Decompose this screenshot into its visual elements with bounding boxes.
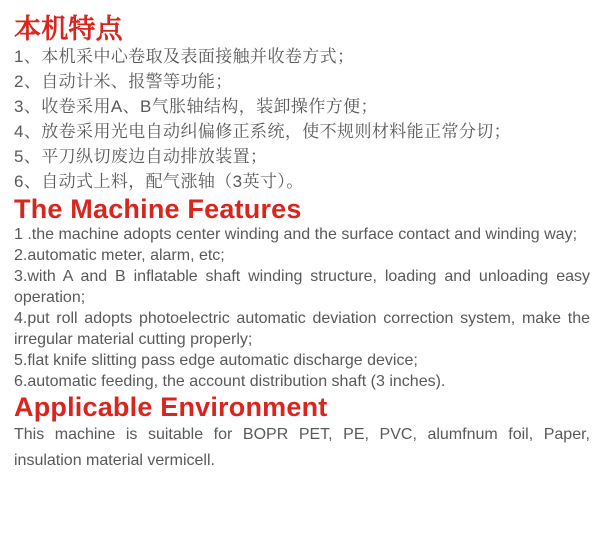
en-feature-list xyxy=(14,224,590,392)
cn-feature-item-2: 2、自动计米、报警等功能； xyxy=(14,72,233,91)
en-feature-item-3: 3.with A and B inflatable shaft winding structure, loading and unloading easy operation; xyxy=(14,268,590,306)
cn-feature-item-1: 1、本机采中心卷取及表面接触并收卷方式； xyxy=(14,47,355,66)
en-feature-item-2: 2.automatic meter, alarm, etc; xyxy=(14,247,225,264)
en-feature-item-5: 5.flat knife slitting pass edge automatic discharge device; xyxy=(14,352,418,369)
en-feature-item-6: 6.automatic feeding, the account distribution shaft (3 inches). xyxy=(14,373,446,390)
heading-applicable-environment: Applicable Environment xyxy=(14,392,328,422)
en-feature-item-1: 1 .the machine adopts center winding and the surface contact and winding way; xyxy=(14,226,578,243)
cn-feature-item-4: 4、放卷采用光电自动纠偏修正系统，使不规则材料能正常分切； xyxy=(14,122,512,141)
cn-feature-item-3: 3、收卷采用A、B气胀轴结构，装卸操作方便； xyxy=(14,97,378,116)
applicable-environment-text: This machine is suitable for BOPR PET, PE, PVC, alumfnum foil, Paper, insulation material vermicell. xyxy=(14,426,590,469)
heading-cn-features: 本机特点 xyxy=(14,14,123,44)
en-feature-item-4: 4.put roll adopts photoelectric automatic deviation correction system, make the irregular material cutting properly; xyxy=(14,310,590,348)
cn-feature-item-5: 5、平刀纵切废边自动排放装置； xyxy=(14,147,268,166)
cn-feature-list xyxy=(14,44,590,194)
heading-machine-features: The Machine Features xyxy=(14,194,302,224)
cn-feature-item-6: 6、自动式上料，配气涨轴（3英寸）。 xyxy=(14,172,304,191)
